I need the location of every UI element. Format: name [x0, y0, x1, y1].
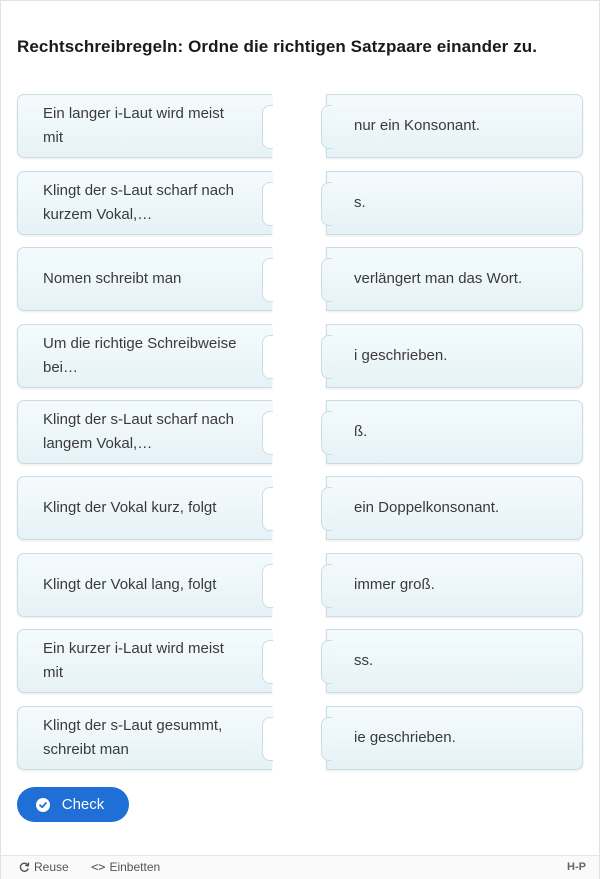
right-item-label: ß.: [354, 423, 368, 440]
right-item-9[interactable]: [326, 706, 583, 770]
left-item-3[interactable]: [17, 247, 272, 311]
right-item-label: immer groß.: [354, 576, 435, 593]
left-item-label: Klingt der s-Laut gesummt, schreibt man: [43, 717, 223, 758]
left-item-2[interactable]: [17, 171, 272, 235]
embed-label: Einbetten: [109, 860, 161, 874]
check-circle-icon: [36, 798, 50, 812]
left-item-label: Klingt der s-Laut scharf nach kurzem Vokal,…: [43, 182, 234, 223]
left-item-9[interactable]: [17, 706, 272, 770]
reuse-button[interactable]: [18, 860, 69, 874]
left-item-label: Ein kurzer i-Laut wird meist mit: [43, 640, 224, 681]
page-title: Rechtschreibregeln: Ordne die richtigen Satzpaare einander zu.: [17, 37, 538, 56]
left-item-label: Nomen schreibt man: [43, 270, 182, 287]
left-item-4[interactable]: [17, 324, 272, 388]
right-item-label: s.: [354, 194, 366, 211]
right-item-5[interactable]: [326, 400, 583, 464]
left-item-7[interactable]: [17, 553, 272, 617]
left-item-label: Klingt der Vokal lang, folgt: [43, 576, 217, 593]
right-item-2[interactable]: [326, 171, 583, 235]
left-item-label: Klingt der s-Laut scharf nach langem Vokal,…: [43, 411, 234, 452]
right-item-label: verlängert man das Wort.: [354, 270, 523, 287]
right-item-label: nur ein Konsonant.: [354, 117, 480, 134]
right-item-label: ie geschrieben.: [354, 729, 456, 746]
right-item-6[interactable]: [326, 476, 583, 540]
h5p-logo[interactable]: H-P: [567, 861, 586, 873]
reuse-icon: [18, 861, 30, 873]
left-item-1[interactable]: [17, 94, 272, 158]
right-item-4[interactable]: [326, 324, 583, 388]
footer-bar: [1, 855, 599, 879]
right-item-1[interactable]: [326, 94, 583, 158]
right-item-label: ss.: [354, 652, 374, 669]
left-item-label: Ein langer i-Laut wird meist mit: [43, 105, 224, 146]
left-item-6[interactable]: [17, 476, 272, 540]
right-item-7[interactable]: [326, 553, 583, 617]
left-item-label: Um die richtige Schreibweise bei…: [43, 335, 237, 376]
left-item-8[interactable]: [17, 629, 272, 693]
reuse-label: Reuse: [34, 860, 69, 874]
left-item-5[interactable]: [17, 400, 272, 464]
check-button-label: Check: [61, 796, 105, 813]
left-item-label: Klingt der Vokal kurz, folgt: [43, 499, 217, 516]
code-icon: <>: [91, 860, 106, 874]
check-button[interactable]: [17, 787, 129, 822]
right-item-3[interactable]: [326, 247, 583, 311]
right-item-label: ein Doppelkonsonant.: [354, 499, 500, 516]
right-item-8[interactable]: [326, 629, 583, 693]
right-item-label: i geschrieben.: [354, 347, 448, 364]
embed-button[interactable]: [91, 860, 160, 874]
